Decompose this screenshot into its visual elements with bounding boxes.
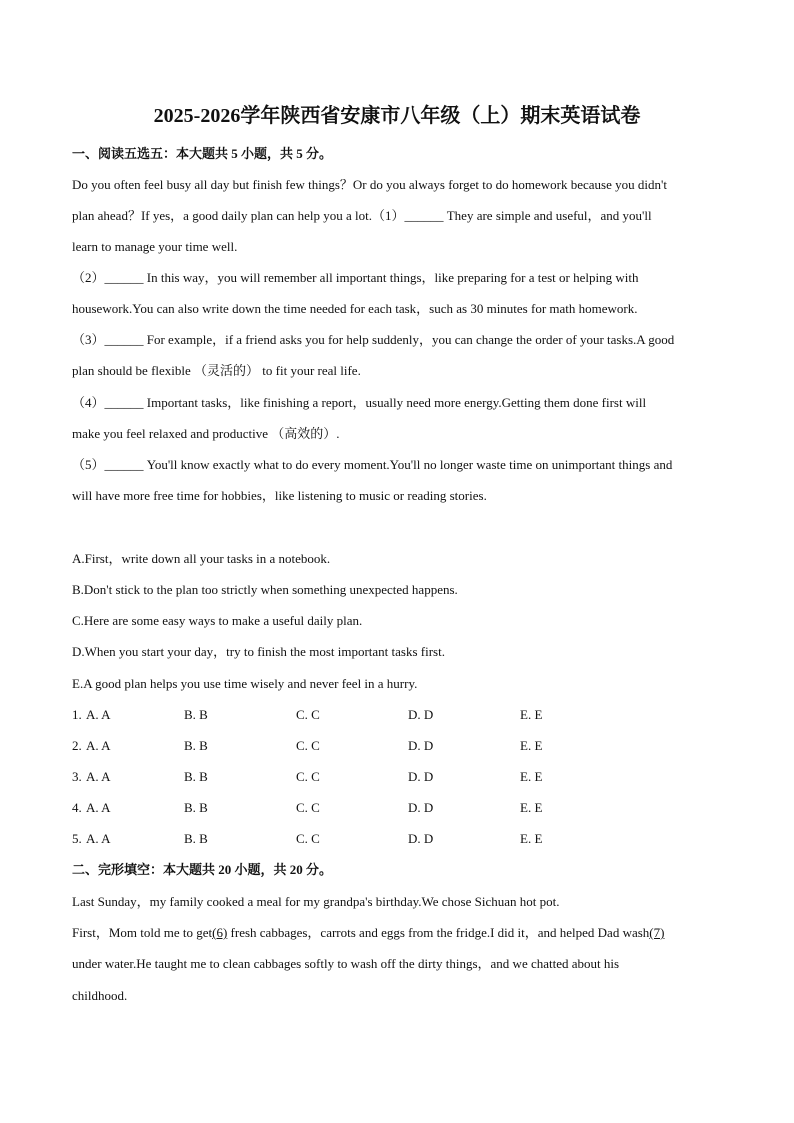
passage-line: （5）______ You'll know exactly what to do every moment.You'll no longer waste time on unimportant things and [72,457,673,472]
passage-line: will have more free time for hobbies，like listening to music or reading stories. [72,488,487,503]
option-b[interactable]: B. B [184,800,208,815]
cloze-text: First，Mom told me to get [72,925,213,940]
option-b[interactable]: B. B [184,769,208,784]
question-row [72,799,722,817]
question-row [72,737,722,755]
option-b[interactable]: B. B [184,831,208,846]
question-row [72,706,722,724]
option-e[interactable]: E. E [520,831,543,846]
passage-line: Do you often feel busy all day but finish few things？Or do you always forget to do homework because you didn't [72,177,667,192]
option-a[interactable]: A. A [86,831,111,846]
question-row [72,768,722,786]
option-a[interactable]: A. A [86,800,111,815]
blank-7[interactable]: (7) [649,925,665,940]
option-e[interactable]: E. E [520,800,543,815]
option-a[interactable]: A. A [86,707,111,722]
cloze-line: Last Sunday，my family cooked a meal for my grandpa's birthday.We chose Sichuan hot pot. [72,894,560,909]
choice-c: C.Here are some easy ways to make a useful daily plan. [72,613,363,628]
passage-line: plan should be flexible （灵活的） to fit your real life. [72,363,361,378]
choice-b: B.Don't stick to the plan too strictly when something unexpected happens. [72,582,458,597]
cloze-line: under water.He taught me to clean cabbages softly to wash off the dirty things，and we chatted about his [72,956,620,971]
option-d[interactable]: D. D [408,769,434,784]
choice-e: E.A good plan helps you use time wisely and never feel in a hurry. [72,676,418,691]
section2-heading: 二、完形填空：本大题共 20 小题，共 20 分。 [72,862,333,877]
option-d[interactable]: D. D [408,738,434,753]
option-b[interactable]: B. B [184,738,208,753]
passage-line: （2）______ In this way，you will remember all important things，like preparing for a test or helping with [72,270,639,285]
question-number: 2. [72,738,82,753]
option-d[interactable]: D. D [408,831,434,846]
question-number: 1. [72,707,82,722]
cloze-line: childhood. [72,988,128,1003]
page-title: 2025-2026学年陕西省安康市八年级（上）期末英语试卷 [153,105,641,127]
passage-line: （3）______ For example，if a friend asks you for help suddenly，you can change the order of your tasks.A good [72,332,675,347]
option-e[interactable]: E. E [520,738,543,753]
option-d[interactable]: D. D [408,800,434,815]
option-d[interactable]: D. D [408,707,434,722]
question-number: 4. [72,800,82,815]
question-row [72,830,722,848]
question-number: 3. [72,769,82,784]
cloze-line [72,924,664,942]
question-number: 5. [72,831,82,846]
option-c[interactable]: C. C [296,707,320,722]
passage-line: make you feel relaxed and productive （高效的）. [72,426,340,441]
passage-line: plan ahead？If yes，a good daily plan can help you a lot.（1）______ They are simple and useful，and you'll [72,208,652,223]
option-a[interactable]: A. A [86,738,111,753]
passage-line: （4）______ Important tasks，like finishing a report，usually need more energy.Getting them done first will [72,395,647,410]
choice-d: D.When you start your day，try to finish the most important tasks first. [72,644,445,659]
option-c[interactable]: C. C [296,738,320,753]
option-e[interactable]: E. E [520,769,543,784]
option-c[interactable]: C. C [296,831,320,846]
option-c[interactable]: C. C [296,800,320,815]
choice-a: A.First，write down all your tasks in a notebook. [72,551,331,566]
option-a[interactable]: A. A [86,769,111,784]
passage-line: learn to manage your time well. [72,239,238,254]
option-c[interactable]: C. C [296,769,320,784]
section1-heading: 一、阅读五选五：本大题共 5 小题，共 5 分。 [72,146,333,161]
passage-line: housework.You can also write down the time needed for each task，such as 30 minutes for math homework. [72,301,638,316]
option-b[interactable]: B. B [184,707,208,722]
option-e[interactable]: E. E [520,707,543,722]
cloze-text: fresh cabbages，carrots and eggs from the fridge.I did it，and helped Dad wash [227,925,650,940]
blank-6[interactable]: (6) [212,925,228,940]
